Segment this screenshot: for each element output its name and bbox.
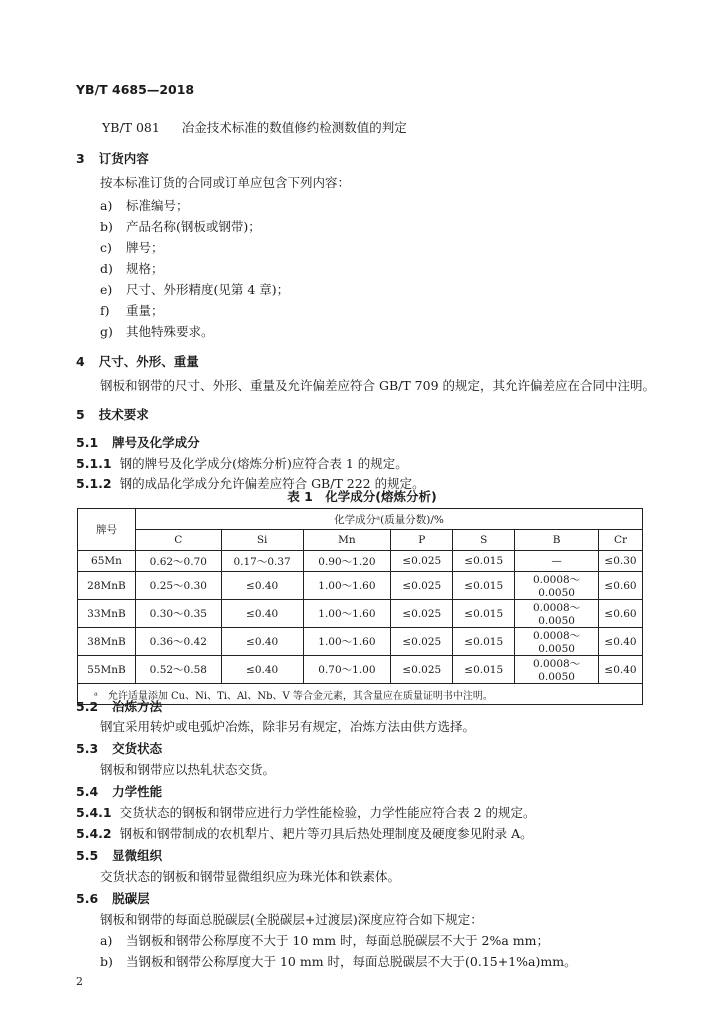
- section-title: 交货状态: [112, 741, 163, 756]
- section-number: 5.1: [76, 435, 99, 450]
- clause-5-4-1: [76, 803, 536, 821]
- list-item: [100, 931, 549, 949]
- value-cell: 0.70～1.00: [303, 656, 391, 684]
- section-5-4-heading: [76, 782, 162, 800]
- value-cell: ≤0.025: [391, 600, 453, 628]
- value-cell: ≤0.015: [453, 600, 515, 628]
- section-5-2-heading: [76, 697, 162, 715]
- list-marker: d): [100, 261, 113, 276]
- value-cell: ≤0.025: [391, 551, 453, 572]
- value-cell: ≤0.015: [453, 656, 515, 684]
- value-cell: 0.25～0.30: [135, 572, 221, 600]
- clause-number: 5.1.2: [76, 476, 112, 491]
- section-number: 3: [76, 151, 85, 166]
- value-cell: 0.0008～0.0050: [515, 628, 599, 656]
- table-row: [78, 628, 643, 656]
- section-number: 5: [76, 407, 85, 422]
- section-title: 力学性能: [112, 784, 163, 799]
- value-cell: 1.00～1.60: [303, 628, 391, 656]
- reference-code: YB/T 081: [102, 120, 160, 135]
- value-cell: ≤0.60: [598, 600, 642, 628]
- section-5-1-heading: [76, 433, 200, 451]
- section-title: 订货内容: [98, 151, 149, 166]
- value-cell: ≤0.025: [391, 656, 453, 684]
- section-5-6-text: 钢板和钢带的每面总脱碳层(全脱碳层+过渡层)深度应符合如下规定：: [100, 912, 483, 927]
- list-item: [100, 217, 261, 235]
- table-row: [78, 656, 643, 684]
- value-cell: ≤0.015: [453, 551, 515, 572]
- list-text: 尺寸、外形精度(见第 4 章)；: [126, 282, 290, 297]
- list-marker: a): [100, 198, 113, 213]
- composition-group-header: 化学成分ᵃ(质量分数)/%: [135, 509, 642, 530]
- list-item: [100, 301, 164, 319]
- section-5-3-text: 钢板和钢带应以热轧状态交货。: [100, 762, 276, 777]
- standard-code-header: YB/T 4685—2018: [76, 82, 195, 97]
- value-cell: 0.36～0.42: [135, 628, 221, 656]
- list-item: [100, 322, 214, 340]
- value-cell: 1.00～1.60: [303, 600, 391, 628]
- clause-5-1-1: [76, 454, 408, 472]
- value-cell: 0.0008～0.0050: [515, 656, 599, 684]
- value-cell: ≤0.025: [391, 572, 453, 600]
- section-5-5-heading: [76, 846, 162, 864]
- list-marker: a): [100, 933, 113, 948]
- reference-line: [102, 118, 407, 136]
- reference-title: 冶金技术标准的数值修约检测数值的判定: [181, 120, 407, 135]
- list-marker: e): [100, 282, 113, 297]
- element-header-row: [78, 530, 643, 551]
- section-title: 技术要求: [98, 407, 149, 422]
- value-cell: ≤0.40: [221, 628, 303, 656]
- value-cell: ≤0.40: [221, 656, 303, 684]
- list-text: 规格；: [126, 261, 164, 276]
- table-1-title: 表 1 化学成分(熔炼分析): [287, 489, 437, 504]
- clause-text: 钢板和钢带制成的农机犁片、耙片等刃具后热处理制度及硬度参见附录 A。: [119, 826, 533, 841]
- value-cell: ≤0.015: [453, 628, 515, 656]
- list-item: [100, 259, 164, 277]
- value-cell: ≤0.40: [598, 628, 642, 656]
- list-item: [100, 196, 189, 214]
- clause-5-4-2: [76, 824, 533, 842]
- value-cell: ≤0.60: [598, 572, 642, 600]
- section-number: 5.5: [76, 848, 99, 863]
- value-cell: 0.52～0.58: [135, 656, 221, 684]
- value-cell: 0.0008～0.0050: [515, 572, 599, 600]
- clause-text: 钢的成品化学成分允许偏差应符合 GB/T 222 的规定。: [119, 476, 425, 491]
- section-4-text: 钢板和钢带的尺寸、外形、重量及允许偏差应符合 GB/T 709 的规定，其允许偏差应在合同中注明。: [100, 378, 656, 393]
- section-title: 冶炼方法: [112, 699, 163, 714]
- section-5-2-text: 钢宜采用转炉或电弧炉冶炼，除非另有规定，冶炼方法由供方选择。: [100, 719, 476, 734]
- table-row: [78, 551, 643, 572]
- value-cell: ≤0.40: [221, 572, 303, 600]
- section-title: 尺寸、外形、重量: [98, 354, 199, 369]
- list-marker: b): [100, 219, 113, 234]
- list-marker: f): [100, 303, 110, 318]
- section-5-5-text: 交货状态的钢板和钢带显微组织应为珠光体和铁素体。: [100, 869, 401, 884]
- element-header: P: [391, 530, 453, 551]
- value-cell: —: [515, 551, 599, 572]
- page-number: 2: [76, 975, 83, 988]
- element-header: Cr: [598, 530, 642, 551]
- grade-cell: 28MnB: [78, 572, 136, 600]
- list-item: [100, 952, 577, 970]
- grade-cell: 33MnB: [78, 600, 136, 628]
- chemical-composition-table: [77, 508, 643, 705]
- section-5-6-heading: [76, 889, 150, 907]
- value-cell: ≤0.30: [598, 551, 642, 572]
- value-cell: 0.90～1.20: [303, 551, 391, 572]
- value-cell: 0.17～0.37: [221, 551, 303, 572]
- list-text: 重量；: [126, 303, 164, 318]
- section-number: 5.3: [76, 741, 99, 756]
- clause-text: 钢的牌号及化学成分(熔炼分析)应符合表 1 的规定。: [119, 456, 408, 471]
- clause-number: 5.4.2: [76, 826, 112, 841]
- value-cell: 0.62～0.70: [135, 551, 221, 572]
- value-cell: 0.0008～0.0050: [515, 600, 599, 628]
- section-number: 5.6: [76, 891, 99, 906]
- grade-cell: 65Mn: [78, 551, 136, 572]
- value-cell: ≤0.015: [453, 572, 515, 600]
- list-text: 其他特殊要求。: [126, 324, 214, 339]
- list-item: [100, 280, 289, 298]
- list-marker: c): [100, 240, 112, 255]
- list-text: 当钢板和钢带公称厚度不大于 10 mm 时，每面总脱碳层不大于 2%a mm；: [126, 933, 549, 948]
- list-item: [100, 238, 164, 256]
- section-5-heading: [76, 405, 149, 423]
- section-title: 牌号及化学成分: [112, 435, 200, 450]
- grade-header: 牌号: [78, 509, 136, 551]
- section-number: 5.2: [76, 699, 99, 714]
- section-title: 脱碳层: [112, 891, 150, 906]
- element-header: Mn: [303, 530, 391, 551]
- element-header: S: [453, 530, 515, 551]
- clause-number: 5.4.1: [76, 805, 112, 820]
- grade-cell: 38MnB: [78, 628, 136, 656]
- value-cell: ≤0.40: [221, 600, 303, 628]
- table-footnote: ᵃ 允许适量添加 Cu、Ni、Ti、Al、Nb、V 等合金元素，其含量应在质量证明书中注明。: [78, 684, 643, 705]
- clause-number: 5.1.1: [76, 456, 112, 471]
- element-header: C: [135, 530, 221, 551]
- list-text: 产品名称(钢板或钢带)；: [126, 219, 261, 234]
- section-3-heading: [76, 149, 149, 167]
- section-4-heading: [76, 352, 199, 370]
- grade-cell: 55MnB: [78, 656, 136, 684]
- list-text: 牌号；: [126, 240, 164, 255]
- section-title: 显微组织: [112, 848, 163, 863]
- value-cell: 0.30～0.35: [135, 600, 221, 628]
- element-header: B: [515, 530, 599, 551]
- table-row: [78, 600, 643, 628]
- element-header: Si: [221, 530, 303, 551]
- clause-text: 交货状态的钢板和钢带应进行力学性能检验，力学性能应符合表 2 的规定。: [119, 805, 536, 820]
- table-row: [78, 572, 643, 600]
- section-number: 4: [76, 354, 85, 369]
- value-cell: 1.00～1.60: [303, 572, 391, 600]
- list-marker: b): [100, 954, 113, 969]
- list-text: 当钢板和钢带公称厚度大于 10 mm 时，每面总脱碳层不大于(0.15+1%a)mm。: [126, 954, 577, 969]
- value-cell: ≤0.40: [598, 656, 642, 684]
- value-cell: ≤0.025: [391, 628, 453, 656]
- list-marker: g): [100, 324, 113, 339]
- section-5-3-heading: [76, 739, 162, 757]
- section-3-intro: 按本标准订货的合同或订单应包含下列内容：: [100, 175, 351, 190]
- section-number: 5.4: [76, 784, 99, 799]
- list-text: 标准编号；: [126, 198, 189, 213]
